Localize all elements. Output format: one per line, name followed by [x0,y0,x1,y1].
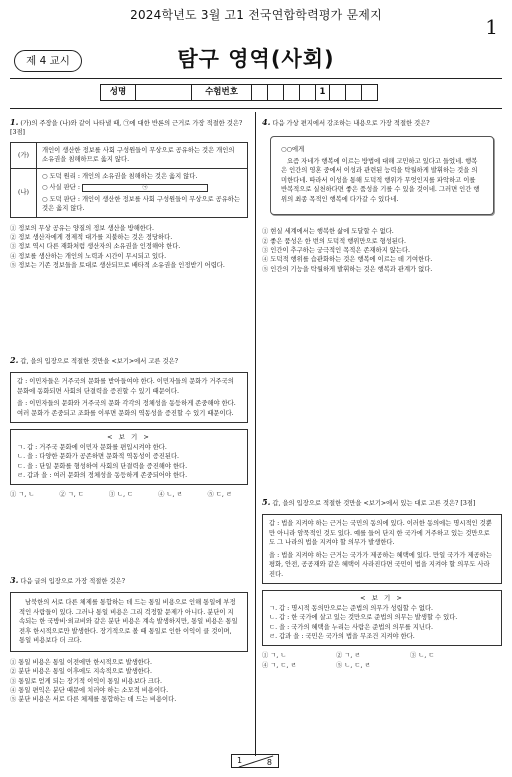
na-moral-principle: ○ 도덕 원리 : 개인의 소유권을 침해하는 것은 옳지 않다. [42,172,198,180]
id-digit-box[interactable] [300,84,316,101]
answer-options [10,224,248,271]
ga-text: 개인이 생산한 정보를 사회 구성원들이 무상으로 공유하는 것은 개인의 소유권을 침해하므로 옳지 않다. [37,142,248,168]
answer-option[interactable]: ③ 인간이 추구하는 궁극적인 목적은 존재하지 않는다. [262,246,411,254]
bogi-item: ㄹ. 갑과 을 : 국민은 국가의 법을 무조건 지켜야 한다. [269,633,415,641]
question-prompt: 갑, 을의 입장으로 적절한 것만을 <보기>에서 있는 대로 고른 것은? [3점] [272,500,476,507]
answer-option[interactable]: ① 정보의 무상 공유는 양질의 정보 생산을 방해한다. [10,224,154,232]
answer-option[interactable]: ③ 통일로 얻게 되는 장기적 이익이 통일 비용보다 크다. [10,677,163,685]
na-label: (나) [11,168,37,217]
ga-label: (가) [11,142,37,168]
question-5 [262,496,502,670]
bogi-item: ㄴ. 갑 : 한 국가에 살고 있는 것만으로 준법의 의무는 발생할 수 있다. [269,614,458,622]
answer-option[interactable]: ④ 정보를 생산하는 개인의 노력과 시간이 무시되고 있다. [10,252,167,260]
answer-option[interactable]: ③ ㄴ, ㄷ [410,651,435,659]
answer-option[interactable]: ④ 도덕적 행위를 습관화하는 것은 행복에 이르는 데 기여한다. [262,256,433,264]
answer-option[interactable]: ③ ㄴ, ㄷ [108,490,134,498]
name-field[interactable] [136,84,192,101]
page-number: 1 [485,15,498,39]
speaker-gap: 갑 : 이민자들은 거주국의 문화를 받아들여야 한다. 이민자들의 문화가 거주국의 문화에 동화되면 사회의 단결력을 증진할 수 있기 때문이다. [17,378,234,395]
question-number: 4. [262,117,271,127]
answer-option[interactable]: ⑤ ㄴ, ㄷ, ㄹ [336,662,371,669]
speaker-gap: 갑 : 법을 지켜야 하는 근거는 국민의 동의에 있다. 이러한 동의에는 명시적인 것뿐만 아니라 암묵적인 것도 있다. 예를 들어 단지 한 국가에 거주하고 있는 것만으로도 그 나라의 법을 지켜야 할 의무가 발생한다. [269,520,492,547]
question-1 [10,116,248,271]
name-label: 성명 [100,84,136,101]
blank-box: ㉠ [82,184,208,192]
bogi-item: ㄷ. 을 : 국가의 혜택을 누리는 사람은 준법의 의무를 지닌다. [269,623,434,631]
subject-title: 탐구 영역(사회) [177,47,335,71]
answer-option[interactable]: ⑤ 인간의 기능을 탁월하게 발휘하는 것은 행복과 관계가 없다. [262,265,433,273]
answer-option[interactable]: ④ ㄱ, ㄷ, ㄹ [262,662,297,669]
letter-greeting: ○○에게 [281,146,305,154]
bogi-title: < 보 기 > [107,433,151,442]
question-prompt: 다음 가상 편지에서 강조하는 내용으로 가장 적절한 것은? [272,120,430,127]
answer-option[interactable]: ④ ㄴ, ㄹ [158,490,183,498]
answer-option[interactable]: ⑤ 정보는 기존 정보들을 토대로 생산되므로 배타적 소유권을 인정받기 어렵다. [10,262,225,270]
id-digit-box[interactable] [284,84,300,101]
question-3 [10,574,248,705]
question-number: 5. [262,497,271,507]
id-digit-box[interactable] [268,84,284,101]
question-prompt: 다음 글의 입장으로 가장 적절한 것은? [20,578,126,585]
page-current: 1 [237,756,243,765]
answer-option[interactable]: ④ 통일 편익은 분단 때문에 치러야 하는 소모적 비용이다. [10,686,169,694]
answer-option[interactable]: ② 정보 생산자에게 경제적 대가를 지불하는 것은 정당하다. [10,233,173,241]
page-indicator [231,754,279,768]
answer-options [262,651,502,671]
answer-option[interactable]: ② 좋은 품성은 한 번의 도덕적 행위만으로 형성된다. [262,237,406,245]
bogi-item: ㄱ. 갑 : 명시적 동의만으로는 준법의 의무가 성립할 수 없다. [269,604,434,612]
answer-option[interactable]: ⑤ ㄷ, ㄹ [207,490,232,498]
question-4 [262,116,502,274]
question-prompt: 갑, 을의 입장으로 적절한 것만을 <보기>에서 고른 것은? [20,358,179,365]
answer-option[interactable]: ② ㄱ, ㄹ [336,651,361,659]
page-total: 8 [266,758,272,767]
question-prompt: (가)의 주장을 (나)와 같이 나타낼 때, ㉠에 대한 반론의 근거로 가장 적절한 것은? [3점] [10,120,243,137]
argument-table [10,142,248,218]
answer-option[interactable]: ① 통일 비용은 통일 이전에만 한시적으로 발생한다. [10,658,152,666]
bogi-box [10,429,248,485]
speaker-eul: 을 : 법을 지켜야 하는 근거는 국가가 제공하는 혜택에 있다. 만일 국가가 제공하는 평화, 안전, 공공재와 같은 혜택이 사라진다면 국민이 법을 지켜야 할 의무도 사라진다. [269,551,492,578]
column-divider [255,112,256,756]
na-fact-label: ○ 사실 판단 : [42,184,80,192]
speaker-eul: 을 : 이민자들의 문화와 거주국의 문화 각각의 정체성을 동등하게 존중해야 한다. 여러 문화가 존중되고 조화를 이루면 문화의 역동성을 증진할 수 있기 때문이다. [17,400,236,417]
answer-options [10,658,248,705]
letter-body: 요즘 자네가 행복에 이르는 방법에 대해 고민하고 있다고 들었네. 행복은 인간의 영혼 중에서 이성과 관련된 능력을 탁월하게 발휘하는 것을 의미한다네. 따라서 이성을 통해 도덕적 행위가 무엇인지를 파악하고 이를 반복적으로 실천하다면 좋은 품성을 기를 수 있을 것이네. 그러면 인간 행위의 최종 목적인 행복에 다가갈 수 있다네. [281,157,480,203]
question-number: 3. [10,575,19,585]
question-number: 2. [10,355,19,365]
id-digit-box[interactable] [362,84,378,101]
bogi-item: ㄴ. 을 : 다양한 문화가 공존하면 문화적 역동성이 증진된다. [17,453,180,461]
student-id-bar [100,84,378,101]
id-digit-box: 1 [316,84,330,101]
dialogue-box [10,372,248,423]
id-label: 수험번호 [192,84,252,101]
passage-box: 남북한의 서로 다른 체제를 통합하는 데 드는 통일 비용으로 인해 통일에 부정적인 사람들이 있다. 그러나 통일 비용은 그리 걱정할 문제가 아니다. 분단이 지속되는 한 국방비·외교비와 같은 분단 비용은 계속 발생하지만, 통일 비용은 통일 전후 한시적으로만 발생한다. 장기적으로 볼 때 통일로 인한 이익이 클 것이며, 통일 비용보다 더 크다. [10,592,248,651]
answer-option[interactable]: ① 현실 세계에서는 행복한 삶에 도달할 수 없다. [262,228,394,236]
letter-scroll [270,136,494,215]
answer-options [262,227,502,274]
bogi-title: < 보 기 > [360,594,404,603]
id-digit-box[interactable] [330,84,346,101]
exam-title: 2024학년도 3월 고1 전국연합학력평가 문제지 [130,8,382,22]
answer-option[interactable]: ② 분단 비용은 통일 이후에도 지속적으로 발생한다. [10,668,152,676]
bogi-box [262,590,502,646]
period-badge: 제 4 교시 [14,50,82,72]
bogi-item: ㄹ. 갑과 을 : 여러 문화의 정체성을 동등하게 존중되어야 한다. [17,472,188,480]
id-digit-box[interactable] [346,84,362,101]
header-rule [10,78,502,79]
answer-option[interactable]: ② ㄱ, ㄷ [59,490,84,498]
bogi-item: ㄱ. 갑 : 거주국 문화에 이민자 문화를 편입시켜야 한다. [17,443,167,451]
question-number: 1. [10,117,19,127]
answer-option[interactable]: ① ㄱ, ㄴ [262,651,287,659]
na-fact-judgment [42,183,242,192]
body-top-rule [10,108,502,109]
id-digit-box[interactable] [252,84,268,101]
answer-options [10,490,232,499]
bogi-item: ㄷ. 을 : 단일 문화를 형성하여 사회의 단결력을 증진해야 한다. [17,462,188,470]
answer-option[interactable]: ① ㄱ, ㄴ [10,490,35,498]
dialogue-box [262,514,502,584]
answer-option[interactable]: ③ 정보 역시 다른 재화처럼 생산자의 소유권을 인정해야 한다. [10,243,181,251]
na-moral-judgment: ○ 도덕 판단 : 개인이 생산한 정보를 사회 구성원들이 무상으로 공유하는 것은 옳지 않다. [42,195,240,213]
answer-option[interactable]: ⑤ 분단 비용은 서로 다른 체제를 통합하는 데 드는 비용이다. [10,696,177,704]
question-2 [10,354,248,499]
